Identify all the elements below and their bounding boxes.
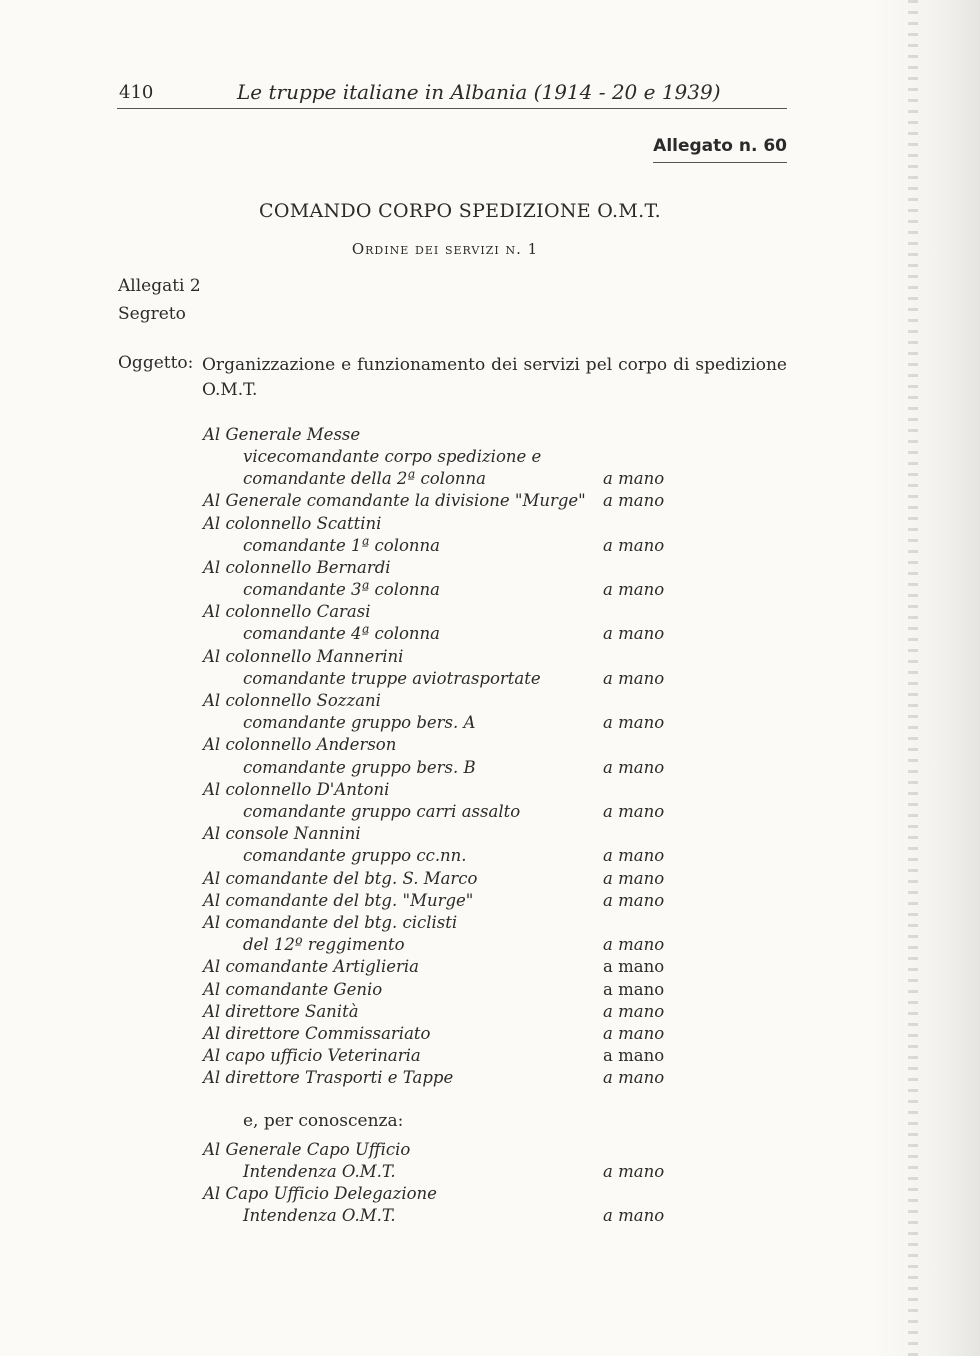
oggetto-label: Oggetto: [118, 353, 194, 373]
classification: Segreto [118, 304, 186, 324]
delivery-mode: a mano [603, 1024, 665, 1043]
document-subtitle: Ordine dei servizi n. 1 [351, 240, 539, 258]
delivery-mode: a mano [603, 1206, 665, 1225]
delivery-mode: a mano [603, 846, 665, 865]
recipient-line: Al colonnello D'Antoni [203, 780, 390, 799]
delivery-mode: a mano [603, 580, 665, 599]
delivery-mode: a mano [603, 758, 665, 777]
delivery-mode: a mano [603, 713, 665, 732]
page-header [117, 80, 787, 109]
delivery-mode: a mano [603, 1162, 665, 1181]
recipient-line: comandante truppe aviotrasportate [243, 669, 541, 688]
recipient-line: comandante 4ª colonna [243, 624, 441, 643]
recipient-line: Al comandante Genio [203, 980, 383, 999]
recipient-line: comandante gruppo bers. B [243, 758, 476, 777]
recipient-line: del 12º reggimento [243, 935, 405, 954]
recipient-line: vicecomandante corpo spedizione e [243, 447, 542, 466]
delivery-mode: a mano [603, 1002, 665, 1021]
recipient-line: Al direttore Sanità [203, 1002, 359, 1021]
per-conoscenza-label: e, per conoscenza: [243, 1111, 404, 1131]
delivery-mode: a mano [603, 869, 665, 888]
running-title: Le truppe italiane in Albania (1914 - 20 e 1939) [237, 80, 721, 104]
allegati-count: Allegati 2 [118, 276, 201, 296]
recipient-line: Al Generale Messe [203, 425, 361, 444]
recipient-line: Al colonnello Anderson [203, 735, 397, 754]
recipient-line: Al Generale comandante la divisione "Murge" [203, 491, 586, 510]
delivery-mode: a mano [603, 935, 665, 954]
cc-recipient-line: Intendenza O.M.T. [243, 1206, 396, 1225]
cc-recipient-line: Al Capo Ufficio Delegazione [203, 1184, 437, 1203]
recipient-line: Al direttore Trasporti e Tappe [203, 1068, 454, 1087]
recipient-line: Al comandante del btg. ciclisti [203, 913, 458, 932]
delivery-mode: a mano [603, 469, 665, 488]
oggetto-text: Organizzazione e funzionamento dei servizi pel corpo di spedizione O.M.T. [202, 355, 787, 400]
recipient-line: Al comandante del btg. S. Marco [203, 869, 478, 888]
delivery-mode: a mano [603, 802, 665, 821]
recipient-line: Al colonnello Carasi [203, 602, 371, 621]
delivery-mode: a mano [603, 491, 665, 510]
delivery-mode: a mano [603, 980, 665, 999]
cc-recipient-line: Intendenza O.M.T. [243, 1162, 396, 1181]
allegato-label: Allegato n. 60 [653, 136, 787, 163]
recipient-line: Al comandante Artiglieria [203, 957, 419, 976]
delivery-mode: a mano [603, 891, 665, 910]
delivery-mode: a mano [603, 624, 665, 643]
recipient-line: comandante della 2ª colonna [243, 469, 486, 488]
recipient-line: comandante gruppo cc.nn. [243, 846, 467, 865]
recipient-line: Al capo ufficio Veterinaria [203, 1046, 421, 1065]
delivery-mode: a mano [603, 957, 665, 976]
recipient-line: Al colonnello Bernardi [203, 558, 391, 577]
delivery-mode: a mano [603, 1068, 665, 1087]
delivery-mode: a mano [603, 669, 665, 688]
recipient-line: Al colonnello Mannerini [203, 647, 404, 666]
recipient-line: comandante 1ª colonna [243, 536, 441, 555]
recipient-line: Al colonnello Sozzani [203, 691, 381, 710]
delivery-mode: a mano [603, 536, 665, 555]
recipient-line: comandante gruppo bers. A [243, 713, 476, 732]
recipient-line: Al console Nannini [203, 824, 361, 843]
recipient-line: Al comandante del btg. "Murge" [203, 891, 474, 910]
recipient-line: comandante 3ª colonna [243, 580, 441, 599]
recipient-line: Al direttore Commissariato [203, 1024, 431, 1043]
delivery-mode: a mano [603, 1046, 665, 1065]
recipient-line: comandante gruppo carri assalto [243, 802, 521, 821]
cc-recipient-line: Al Generale Capo Ufficio [203, 1140, 411, 1159]
recipient-line: Al colonnello Scattini [203, 514, 382, 533]
document-title: COMANDO CORPO SPEDIZIONE O.M.T. [258, 200, 662, 222]
page-number: 410 [119, 82, 154, 103]
